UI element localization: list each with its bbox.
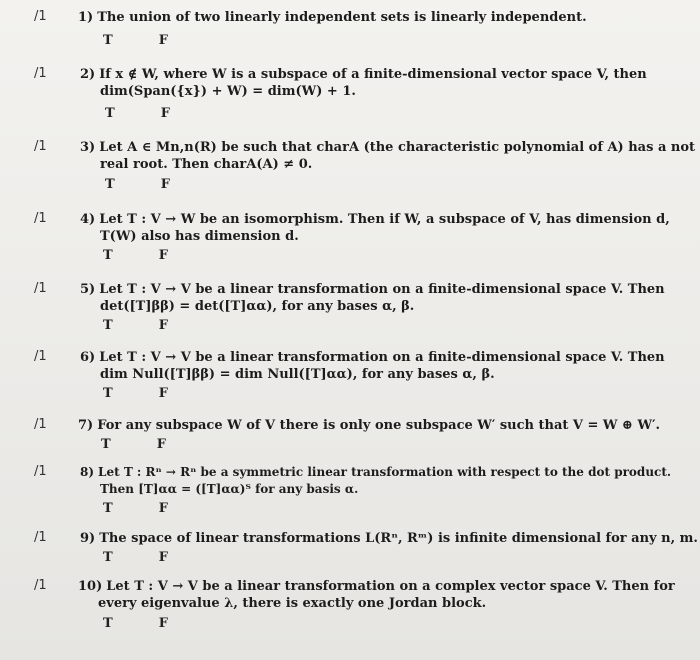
- question-line-1: The space of linear transformations L(Rⁿ, Rᵐ) is infinite dimensional for any n, m.: [99, 531, 698, 546]
- question-line-1: The union of two linearly independent sets is linearly independent.: [97, 10, 587, 25]
- true-false-options: [103, 33, 168, 48]
- true-false-options: [103, 248, 168, 263]
- true-option[interactable]: T: [105, 106, 115, 121]
- question-text: [78, 578, 675, 612]
- question-line-1: Let T : V → V be a linear transformation on a finite-dimensional space V. Then: [99, 282, 665, 297]
- question-line-2: dim(Span({x}) + W) = dim(W) + 1.: [100, 84, 356, 99]
- points-label: /1: [34, 349, 47, 364]
- true-false-options: [103, 501, 168, 516]
- question-text: [80, 530, 698, 547]
- true-false-options: [101, 437, 166, 452]
- question-number: 5): [80, 282, 96, 297]
- question-text: [80, 211, 670, 245]
- true-false-options: [103, 616, 168, 631]
- true-option[interactable]: T: [103, 550, 113, 565]
- question-number: 10): [78, 579, 103, 594]
- question-number: 2): [80, 67, 96, 82]
- points-label: /1: [34, 211, 47, 226]
- true-option[interactable]: T: [101, 437, 111, 452]
- question-text: [80, 281, 665, 315]
- question-line-1: Let T : V → W be an isomorphism. Then if W, a subspace of V, has dimension d,: [99, 212, 670, 227]
- true-option[interactable]: T: [103, 501, 113, 516]
- question-line-1: Let T : Rⁿ → Rⁿ be a symmetric linear transformation with respect to the dot product.: [98, 465, 672, 479]
- points-label: /1: [34, 66, 47, 81]
- question-number: 7): [78, 418, 94, 433]
- question-line-2: real root. Then charA(A) ≠ 0.: [100, 157, 313, 172]
- points-label: /1: [34, 464, 47, 479]
- false-option[interactable]: F: [160, 106, 170, 121]
- true-false-options: [103, 386, 168, 401]
- true-option[interactable]: T: [103, 248, 113, 263]
- false-option[interactable]: F: [158, 248, 168, 263]
- true-false-options: [103, 550, 168, 565]
- points-label: /1: [34, 578, 47, 593]
- question-line-2: Then [T]αα = ([T]αα)ᵀ for any basis α.: [100, 482, 359, 496]
- question-number: 8): [80, 465, 95, 479]
- points-label: /1: [34, 139, 47, 154]
- points-label: /1: [34, 9, 47, 24]
- true-false-options: [105, 106, 170, 121]
- points-label: /1: [34, 530, 47, 545]
- false-option[interactable]: F: [156, 437, 166, 452]
- question-line-1: Let T : V → V be a linear transformation on a finite-dimensional space V. Then: [99, 350, 665, 365]
- true-option[interactable]: T: [103, 386, 113, 401]
- true-option[interactable]: T: [103, 616, 113, 631]
- question-number: 6): [80, 350, 96, 365]
- question-line-2: dim Null([T]ββ) = dim Null([T]αα), for any bases α, β.: [100, 367, 495, 382]
- true-option[interactable]: T: [105, 177, 115, 192]
- question-text: [80, 349, 665, 383]
- false-option[interactable]: F: [158, 616, 168, 631]
- question-number: 9): [80, 531, 96, 546]
- true-false-options: [105, 177, 170, 192]
- false-option[interactable]: F: [158, 501, 168, 516]
- false-option[interactable]: F: [158, 33, 168, 48]
- question-number: 1): [78, 10, 94, 25]
- question-line-2: every eigenvalue λ, there is exactly one Jordan block.: [98, 596, 487, 611]
- false-option[interactable]: F: [158, 386, 168, 401]
- question-text: [78, 9, 587, 26]
- false-option[interactable]: F: [158, 550, 168, 565]
- question-line-2: det([T]ββ) = det([T]αα), for any bases α, β.: [100, 299, 415, 314]
- question-text: [80, 139, 695, 173]
- question-text: [78, 417, 660, 434]
- points-label: /1: [34, 281, 47, 296]
- true-false-options: [103, 318, 168, 333]
- question-text: [80, 464, 671, 498]
- false-option[interactable]: F: [158, 318, 168, 333]
- question-number: 3): [80, 140, 96, 155]
- question-line-1: If x ∉ W, where W is a subspace of a finite-dimensional vector space V, then: [99, 67, 647, 82]
- true-option[interactable]: T: [103, 318, 113, 333]
- question-number: 4): [80, 212, 96, 227]
- false-option[interactable]: F: [160, 177, 170, 192]
- question-line-1: Let A ∈ Mn,n(R) be such that charA (the characteristic polynomial of A) has a not: [99, 140, 696, 155]
- points-label: /1: [34, 417, 47, 432]
- question-line-2: T(W) also has dimension d.: [100, 229, 299, 244]
- true-option[interactable]: T: [103, 33, 113, 48]
- question-text: [80, 66, 647, 100]
- question-line-1: For any subspace W of V there is only one subspace W′ such that V = W ⊕ W′.: [97, 418, 661, 433]
- question-line-1: Let T : V → V be a linear transformation on a complex vector space V. Then for: [106, 579, 675, 594]
